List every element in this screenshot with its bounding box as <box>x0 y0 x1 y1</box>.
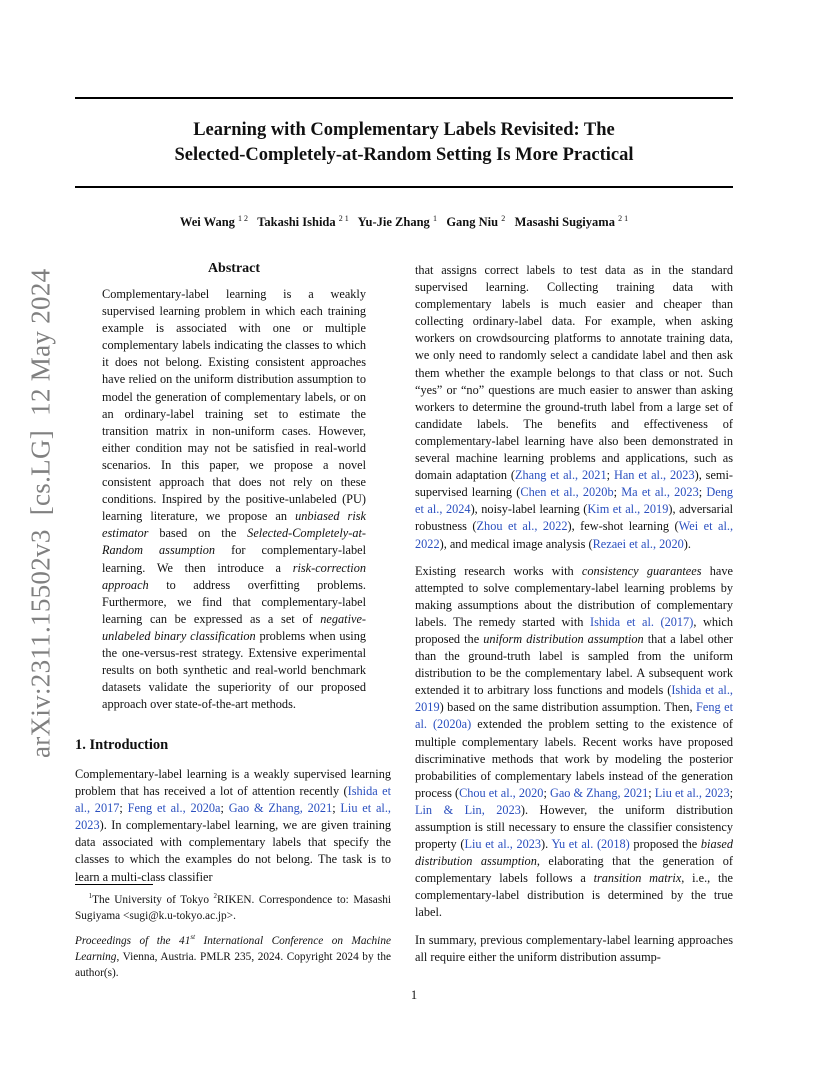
right-column <box>415 262 733 976</box>
citation-link[interactable]: Chou et al., 2020 <box>459 785 544 800</box>
citation-link[interactable]: Chen et al., 2020b <box>520 485 614 500</box>
abstract-body: Complementary-label learning is a weakly supervised learning problem in which each training example is associated with one or multiple complementary labels indicating the classes to which it does not belong. Existing consistent approaches have relied on the uniform distribution assumption to model the generation of complementary labels, or on an ordinary-label training set to estimate the transition matrix in non-uniform cases. However, either condition may not be satisfied in real-world scenarios. In this paper, we propose a novel consistent approach that does not rely on these conditions. Inspired by the positive-unlabeled (PU) learning literature, we propose an unbiased risk estimator based on the Selected-Completely-at-Random assumption for complementary-label learning. We then introduce a risk-correction approach to address overfitting problems. Furthermore, we find that complementary-label learning can be expressed as a set of negative-unlabeled binary classification problems when using the one-versus-rest strategy. Extensive experimental results on both synthetic and real-world benchmark datasets validate the superiority of our proposed approach over state-of-the-art methods. <box>102 287 366 712</box>
citation-link[interactable]: Zhou et al., 2022 <box>476 519 568 534</box>
citation-link[interactable]: Lin & Lin, 2023 <box>415 802 521 817</box>
author: Yu-Jie Zhang $^1$ <box>357 214 437 230</box>
citation-link[interactable]: Ishida et al. (2017) <box>589 614 694 629</box>
footnote-rule <box>75 884 153 885</box>
author: Masashi Sugiyama $^{2 1}$ <box>514 214 629 230</box>
author: Gang Niu $^2$ <box>446 214 506 230</box>
author: Wei Wang $^{1 2}$ <box>179 214 249 230</box>
title-line-2: Selected-Completely-at-Random Setting Is More Practical <box>174 145 634 165</box>
citation-link[interactable]: Kim et al., 2019 <box>587 502 669 517</box>
paragraph: Existing research works with consistency guarantees have attempted to solve complementary-label learning problems by making assumptions about the distribution of complementary labels. The remedy started with Ishida et al. (2017), which proposed the uniform distribution assumption that a label other than the ground-truth label is sampled from the uniform distribution to be the complementary label. A subsequent work extended it to arbitrary loss functions and models (Ishida et al., 2019) based on the same distribution assumption. Then, Feng et al. (2020a) extended the problem setting to the existence of multiple complementary labels. Recent works have proposed discriminative methods that work by modeling the posterior probabilities of complementary labels instead of the generation process (Chou et al., 2020; Gao & Zhang, 2021; Liu et al., 2023; Lin & Lin, 2023). However, the uniform distribution assumption is still necessary to ensure the classifier consistency property (Liu et al., 2023). Yu et al. (2018) proposed the biased distribution assumption, elaborating that the generation of complementary labels follows a transition matrix, i.e., the complementary-label distribution is determined by the true label. <box>415 563 734 920</box>
citation-link[interactable]: Deng et al., 2024 <box>415 485 733 517</box>
arxiv-side-stamp: arXiv:2311.15502v3 [cs.LG] 12 May 2024 <box>25 268 56 758</box>
citation-link[interactable]: Gao & Zhang, 2021 <box>228 801 333 816</box>
author-list <box>75 214 733 230</box>
title-rule <box>75 186 733 188</box>
paper-title <box>75 118 733 168</box>
paragraph: In summary, previous complementary-label learning approaches all require either the uniform distribution assump- <box>415 932 733 964</box>
citation-link[interactable]: Yu et al. (2018) <box>551 837 630 852</box>
citation-link[interactable]: Liu et al., 2023 <box>464 837 542 852</box>
affiliation-footnote: $^1$The University of Tokyo $^2$RIKEN. Correspondence to: Masashi Sugiyama <sugi@k.u-tokyo.ac.jp>. <box>75 892 391 922</box>
citation-link[interactable]: Zhang et al., 2021 <box>515 468 607 483</box>
citation-link[interactable]: Ishida et al., 2017 <box>75 784 391 816</box>
citation-link[interactable]: Liu et al., 2023 <box>75 801 391 833</box>
paragraph: that assigns correct labels to test data as in the standard supervised learning. Collecting training data with complementary labels is much easier and cheaper than collecting ordinary-label data. For example, when asking workers on crowdsourcing platforms to annotate training data, we only need to randomly select a candidate label and then ask them whether the example belongs to that class or not. Such “yes” or “no” questions are much easier to answer than asking workers to determine the ground-truth label from a large set of candidate labels. The benefits and effectiveness of complementary-label learning have also been demonstrated in several machine learning problems and applications, such as domain adaptation (Zhang et al., 2021; Han et al., 2023), semi-supervised learning (Chen et al., 2020b; Ma et al., 2023; Deng et al., 2024), noisy-label learning (Kim et al., 2019), adversarial robustness (Zhou et al., 2022), few-shot learning (Wei et al., 2022), and medical image analysis (Rezaei et al., 2020). <box>415 263 734 551</box>
introduction-paragraph: Complementary-label learning is a weakly supervised learning problem that has received a lot of attention recently (Ishida et al., 2017; Feng et al., 2020a; Gao & Zhang, 2021; Liu et al., 2023). In complementary-label learning, we are given training data associated with complementary labels that specify the classes to which the examples do not belong. The task is to learn a multi-class classifier <box>75 767 391 884</box>
top-rule <box>75 97 733 99</box>
citation-link[interactable]: Ma et al., 2023 <box>621 485 699 500</box>
proceedings-note: Proceedings of the 41st International Conference on Machine Learning, Vienna, Austria. PMLR 235, 2024. Copyright 2024 by the author(s). <box>75 933 391 979</box>
citation-link[interactable]: Wei et al., 2022 <box>415 519 734 551</box>
citation-link[interactable]: Han et al., 2023 <box>613 468 695 483</box>
section-heading-introduction: 1. Introduction <box>75 737 169 753</box>
title-line-1: Learning with Complementary Labels Revisited: The <box>193 120 615 140</box>
citation-link[interactable]: Rezaei et al., 2020 <box>592 536 684 551</box>
citation-link[interactable]: Gao & Zhang, 2021 <box>549 785 649 800</box>
citation-link[interactable]: Feng et al. (2020a) <box>415 700 733 732</box>
citation-link[interactable]: Ishida et al., 2019 <box>415 683 733 715</box>
citation-link[interactable]: Feng et al., 2020a <box>127 801 221 816</box>
page-number: 1 <box>410 988 418 1002</box>
author: Takashi Ishida $^{2 1}$ <box>257 214 349 230</box>
abstract-heading: Abstract <box>207 261 261 276</box>
citation-link[interactable]: Liu et al., 2023 <box>654 785 730 800</box>
